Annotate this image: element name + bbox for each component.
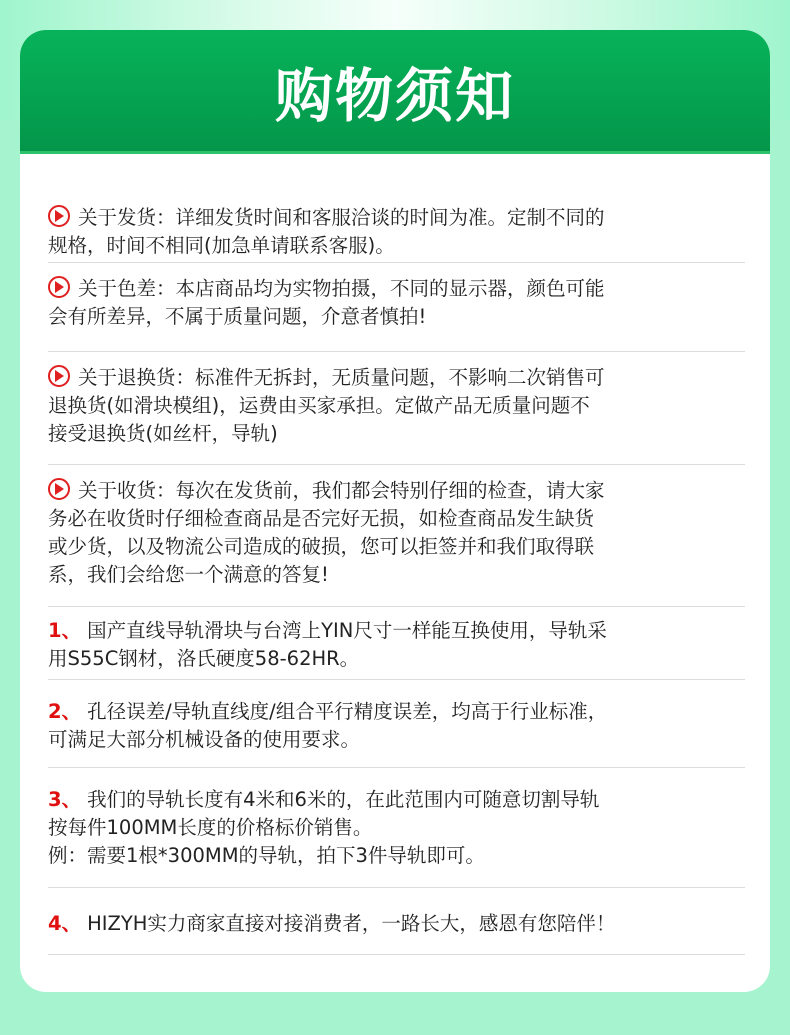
notice-text: 规格，时间不相同(加急单请联系客服)。: [48, 234, 395, 257]
point-item: [48, 607, 745, 680]
point-item: [48, 768, 745, 888]
notice-text: 务必在收货时仔细检查商品是否完好无损，如检查商品发生缺货: [48, 507, 595, 530]
notice-item: [48, 263, 745, 352]
point-text: 例：需要1根*300MM的导轨，拍下3件导轨即可。: [48, 844, 485, 867]
point-text: 我们的导轨长度有4米和6米的，在此范围内可随意切割导轨: [87, 788, 600, 811]
notice-text: 关于退换货：标准件无拆封，无质量问题，不影响二次销售可: [78, 366, 605, 389]
notice-text: 会有所差异，不属于质量问题，介意者慎拍!: [48, 305, 427, 328]
notice-text: 接受退换货(如丝杆，导轨): [48, 422, 278, 445]
point-item: [48, 888, 745, 955]
notice-item: [48, 200, 745, 263]
point-text: HIZYH实力商家直接对接消费者，一路长大，感恩有您陪伴！: [87, 912, 616, 935]
notice-text: 关于收货：每次在发货前，我们都会特别仔细的检查，请大家: [78, 479, 605, 502]
notice-item: [48, 352, 745, 465]
notice-item: [48, 465, 745, 607]
point-item: [48, 680, 745, 768]
point-number: 4、: [48, 912, 82, 935]
point-text: 可满足大部分机械设备的使用要求。: [48, 728, 361, 751]
notice-text: 或少货，以及物流公司造成的破损，您可以拒签并和我们取得联: [48, 535, 595, 558]
arrow-right-icon: [48, 205, 70, 227]
point-number: 1、: [48, 619, 82, 642]
arrow-right-icon: [48, 365, 70, 387]
notice-text: 关于色差：本店商品均为实物拍摄，不同的显示器，颜色可能: [78, 277, 605, 300]
arrow-right-icon: [48, 276, 70, 298]
shopping-notice-card: [20, 30, 770, 992]
point-text: 国产直线导轨滑块与台湾上YIN尺寸一样能互换使用，导轨采: [87, 619, 607, 642]
point-number: 2、: [48, 700, 82, 723]
notice-text: 退换货(如滑块模组)，运费由买家承担。定做产品无质量问题不: [48, 394, 590, 417]
point-number: 3、: [48, 788, 82, 811]
notice-text: 关于发货：详细发货时间和客服洽谈的时间为准。定制不同的: [78, 206, 605, 229]
notice-text: 系，我们会给您一个满意的答复!: [48, 563, 329, 586]
point-text: 孔径误差/导轨直线度/组合平行精度误差，均高于行业标准，: [87, 700, 608, 723]
page-title: 购物须知: [274, 61, 515, 130]
header: [20, 30, 770, 154]
point-text: 用S55C钢材，洛氏硬度58-62HR。: [48, 647, 360, 670]
arrow-right-icon: [48, 478, 70, 500]
point-text: 按每件100MM长度的价格标价销售。: [48, 816, 373, 839]
